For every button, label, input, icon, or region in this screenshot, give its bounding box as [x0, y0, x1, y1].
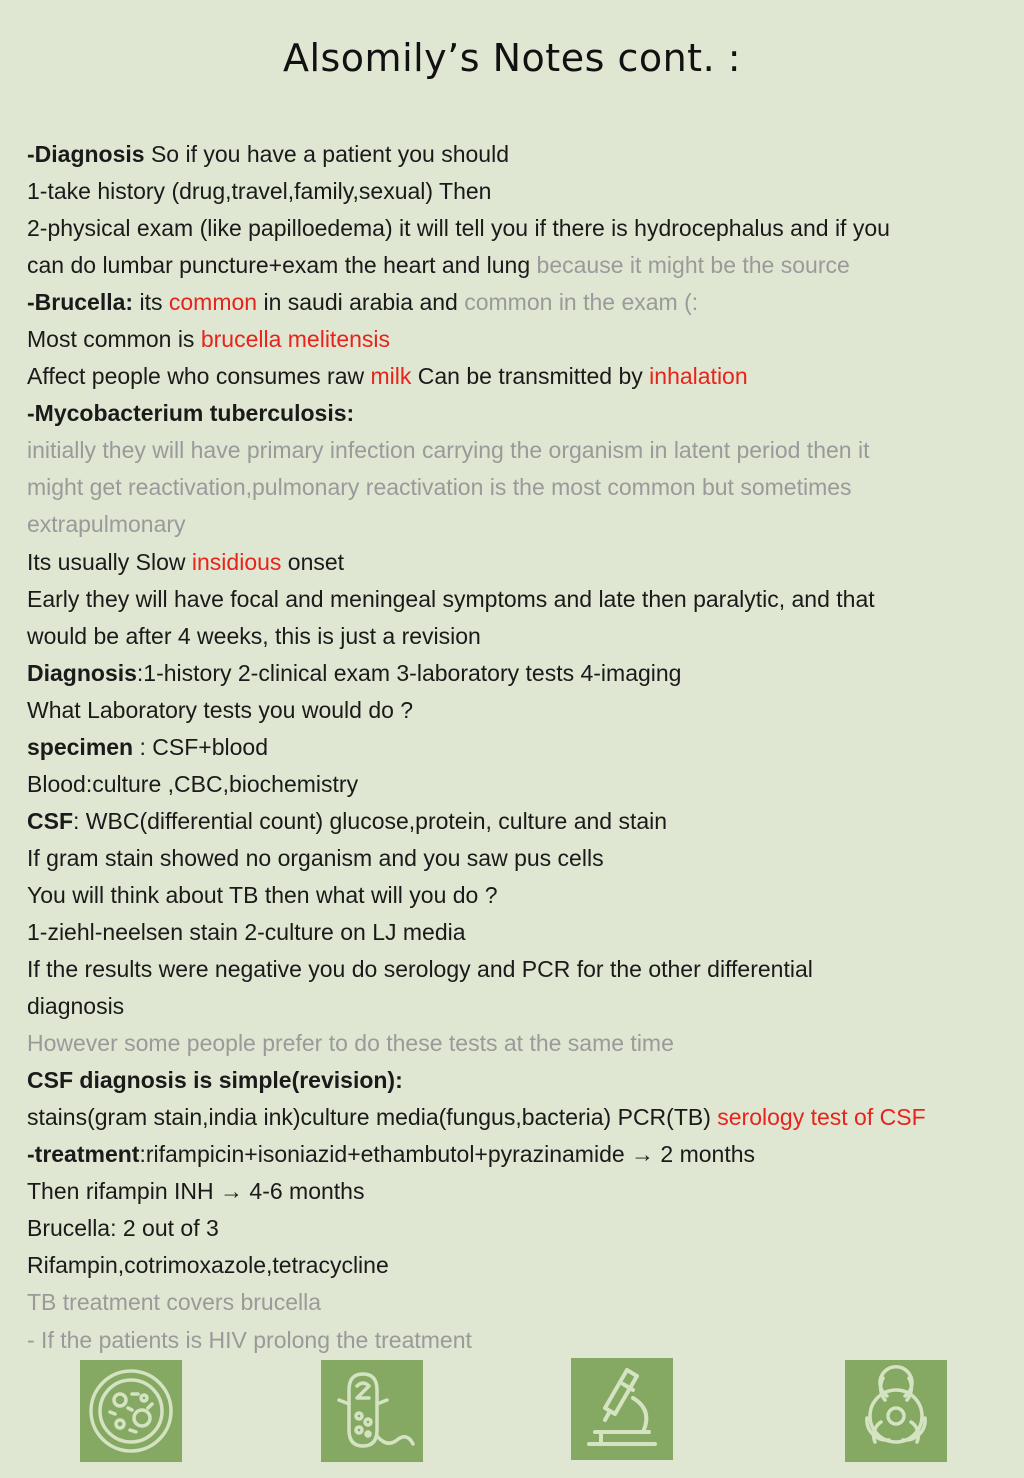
note-text: If gram stain showed no organism and you saw pus cells — [27, 844, 604, 871]
note-text: Then rifampin INH → 4-6 months — [27, 1178, 365, 1205]
note-text: would be after 4 weeks, this is just a revision — [27, 622, 481, 649]
red-highlight: common — [168, 289, 258, 316]
note-line — [27, 358, 1002, 395]
gray-note: - If the patients is HIV prolong the treatment — [27, 1326, 472, 1353]
red-highlight: brucella melitensis — [200, 326, 391, 353]
note-line-diagnosis — [27, 136, 1002, 173]
note-text: stains(gram stain,india ink)culture media(fungus,bacteria) PCR(TB) — [27, 1104, 718, 1131]
gray-note: TB treatment covers brucella — [27, 1289, 322, 1316]
note-line-gray — [27, 432, 1002, 469]
note-text: What Laboratory tests you would do ? — [27, 696, 414, 723]
note-line-gray — [27, 1322, 1002, 1359]
gray-note: However some people prefer to do these tests at the same time — [27, 1030, 674, 1057]
gray-note: extrapulmonary — [27, 511, 186, 538]
treatment-heading: -treatment — [27, 1141, 140, 1168]
note-line — [27, 1173, 1002, 1210]
red-highlight: insidious — [191, 548, 282, 575]
note-text: Affect people who consumes raw — [27, 363, 371, 390]
note-line — [27, 803, 1002, 840]
note-text: 1-ziehl-neelsen stain 2-culture on LJ media — [27, 918, 466, 945]
diagnosis-label: Diagnosis — [27, 659, 137, 686]
microscope-icon — [571, 1358, 673, 1460]
page-title: Alsomily’s Notes cont. : — [282, 36, 742, 80]
note-line-brucella — [27, 284, 1002, 321]
note-line — [27, 321, 1002, 358]
gray-note: initially they will have primary infection carrying the organism in latent period then it — [27, 437, 870, 464]
note-line-treatment — [27, 1136, 1002, 1173]
note-text: 1-take history (drug,travel,family,sexual) Then — [27, 178, 492, 205]
note-text: :rifampicin+isoniazid+ethambutol+pyrazinamide → 2 months — [139, 1141, 756, 1168]
note-line-gray — [27, 506, 1002, 543]
note-text: can do lumbar puncture+exam the heart and lung — [27, 252, 537, 279]
note-text: So if you have a patient you should — [144, 141, 509, 167]
tb-heading: -Mycobacterium tuberculosis: — [27, 400, 355, 427]
note-line — [27, 766, 1002, 803]
note-line — [27, 210, 1002, 247]
note-text: : WBC(differential count) glucose,protein, culture and stain — [73, 807, 668, 834]
note-line — [27, 988, 1002, 1025]
note-text: Blood:culture ,CBC,biochemistry — [27, 770, 359, 797]
note-line — [27, 1247, 1002, 1284]
note-text: If the results were negative you do serology and PCR for the other differential — [27, 956, 813, 983]
note-text: 2-physical exam (like papilloedema) it will tell you if there is hydrocephalus and if you — [27, 215, 890, 242]
note-text: onset — [281, 548, 345, 575]
note-text: Early they will have focal and meningeal symptoms and late then paralytic, and that — [27, 585, 875, 612]
note-line — [27, 655, 1002, 692]
note-text: its — [133, 289, 169, 316]
note-line — [27, 247, 1002, 284]
note-line-gray — [27, 469, 1002, 506]
diagnosis-heading: -Diagnosis — [27, 141, 145, 167]
note-line — [27, 914, 1002, 951]
petri-dish-icon — [80, 1360, 182, 1462]
note-text: Most common is — [27, 326, 201, 353]
note-line — [27, 618, 1002, 655]
note-text: Its usually Slow — [27, 548, 192, 575]
note-text: You will think about TB then what will you do ? — [27, 881, 498, 908]
note-line-gray — [27, 1025, 1002, 1062]
biohazard-icon — [845, 1360, 947, 1462]
gray-note: common in the exam (: — [464, 289, 699, 316]
note-line — [27, 951, 1002, 988]
note-text: Rifampin,cotrimoxazole,tetracycline — [27, 1252, 389, 1279]
note-line — [27, 581, 1002, 618]
note-text: :1-history 2-clinical exam 3-laboratory tests 4-imaging — [136, 659, 682, 686]
gray-note: because it might be the source — [536, 252, 850, 279]
bacteria-icon — [321, 1360, 423, 1462]
note-line — [27, 173, 1002, 210]
note-line — [27, 544, 1002, 581]
note-text: in saudi arabia and — [257, 289, 465, 316]
note-line — [27, 1099, 1002, 1136]
red-highlight: serology test of CSF — [717, 1104, 926, 1131]
specimen-label: specimen — [27, 733, 134, 760]
csf-label: CSF — [27, 807, 73, 834]
note-text: : CSF+blood — [133, 733, 268, 760]
note-line — [27, 729, 1002, 766]
note-text: Can be transmitted by — [411, 363, 650, 390]
brucella-heading: -Brucella: — [27, 289, 134, 316]
note-text: diagnosis — [27, 993, 125, 1020]
notes-body — [27, 136, 1002, 1359]
csf-diagnosis-heading: CSF diagnosis is simple(revision): — [27, 1067, 403, 1094]
note-line-gray — [27, 1284, 1002, 1321]
note-text: Brucella: 2 out of 3 — [27, 1215, 219, 1242]
red-highlight: milk — [370, 363, 412, 390]
note-line — [27, 1062, 1002, 1099]
note-line — [27, 692, 1002, 729]
footer-icons — [0, 1358, 1024, 1462]
note-line — [27, 1210, 1002, 1247]
gray-note: might get reactivation,pulmonary reactivation is the most common but sometimes — [27, 474, 852, 501]
note-line — [27, 840, 1002, 877]
note-line-tb — [27, 395, 1002, 432]
note-line — [27, 877, 1002, 914]
red-highlight: inhalation — [649, 363, 748, 390]
